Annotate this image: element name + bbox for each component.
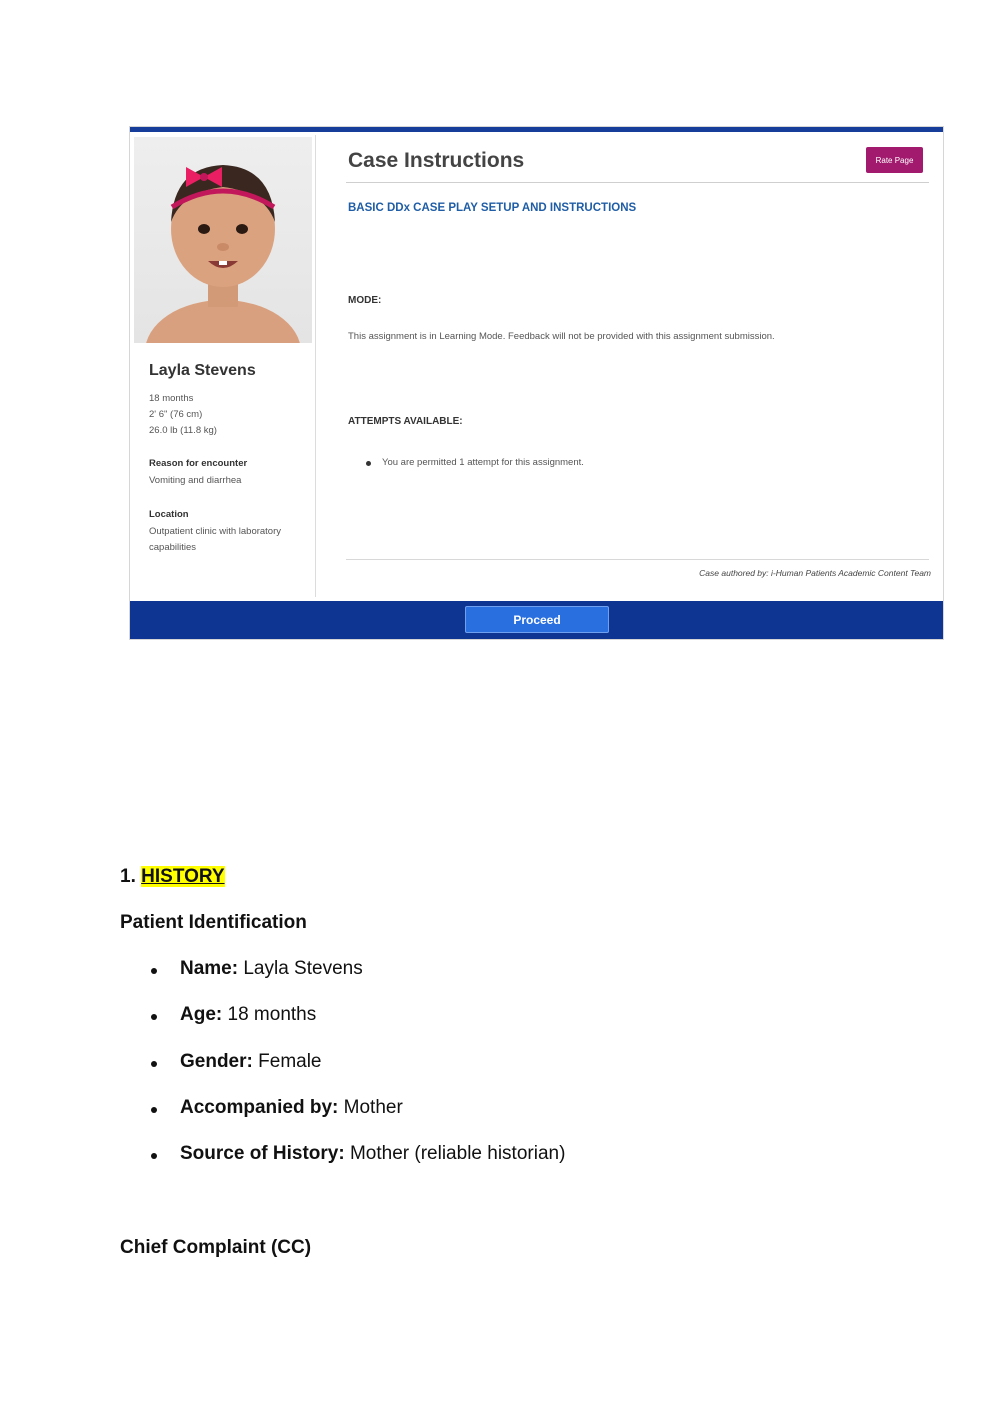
instructions-subtitle: BASIC DDx CASE PLAY SETUP AND INSTRUCTIONS [348, 202, 637, 214]
list-item [148, 1143, 565, 1189]
title-divider [346, 182, 929, 183]
chief-complaint-heading: Chief Complaint (CC) [120, 1237, 312, 1258]
item-label: Gender: [180, 1050, 253, 1072]
list-item [148, 1004, 565, 1050]
item-label: Accompanied by: [180, 1096, 339, 1118]
attempts-label: ATTEMPTS AVAILABLE: [348, 416, 463, 427]
item-value: 18 months [227, 1004, 317, 1026]
list-item [148, 1051, 565, 1097]
bullet-icon [151, 1061, 157, 1067]
patient-photo [134, 137, 312, 343]
list-item [148, 958, 565, 1004]
item-label: Source of History: [180, 1143, 345, 1165]
proceed-button[interactable]: Proceed [465, 606, 609, 633]
baby-portrait-image [134, 137, 312, 343]
item-value: Layla Stevens [243, 958, 363, 979]
bottom-action-bar [130, 601, 943, 639]
bullet-icon [151, 968, 157, 974]
section-title: HISTORY [141, 866, 225, 887]
location-value-line1: Outpatient clinic with laboratory [149, 526, 282, 537]
patient-age: 18 months [149, 393, 194, 404]
item-value: Mother [343, 1096, 403, 1118]
reason-label: Reason for encounter [149, 458, 248, 469]
reason-value: Vomiting and diarrhea [149, 475, 242, 486]
bullet-icon [151, 1014, 157, 1020]
authored-by: Case authored by: i-Human Patients Academic Content Team [699, 568, 931, 578]
patient-height: 2' 6" (76 cm) [149, 409, 203, 420]
patient-identification-list [148, 958, 565, 1189]
footer-divider [346, 559, 929, 560]
attempts-text: You are permitted 1 attempt for this assignment. [382, 457, 584, 468]
item-value: Mother (reliable historian) [349, 1143, 566, 1165]
item-label: Age: [180, 1004, 223, 1026]
top-accent-bar [130, 127, 943, 132]
case-instructions-title: Case Instructions [348, 149, 525, 172]
item-label: Name: [180, 958, 239, 979]
mode-label: MODE: [348, 295, 382, 306]
rate-page-button[interactable]: Rate Page [866, 147, 923, 173]
patient-name: Layla Stevens [149, 362, 256, 379]
location-label: Location [149, 509, 189, 520]
section-heading [120, 866, 225, 888]
item-value: Female [258, 1050, 322, 1072]
bullet-icon [151, 1153, 157, 1159]
bullet-icon [151, 1107, 157, 1113]
patient-card [132, 135, 316, 597]
patient-weight: 26.0 lb (11.8 kg) [149, 425, 217, 436]
section-number: 1. [120, 866, 136, 887]
list-item [148, 1097, 565, 1143]
attempts-bullet-icon [366, 461, 371, 466]
mode-text: This assignment is in Learning Mode. Feedback will not be provided with this assignment submission. [348, 331, 775, 342]
case-instructions-screenshot [129, 126, 944, 640]
patient-identification-heading: Patient Identification [120, 912, 307, 933]
instructions-panel [346, 135, 931, 597]
location-value-line2: capabilities [149, 542, 196, 553]
